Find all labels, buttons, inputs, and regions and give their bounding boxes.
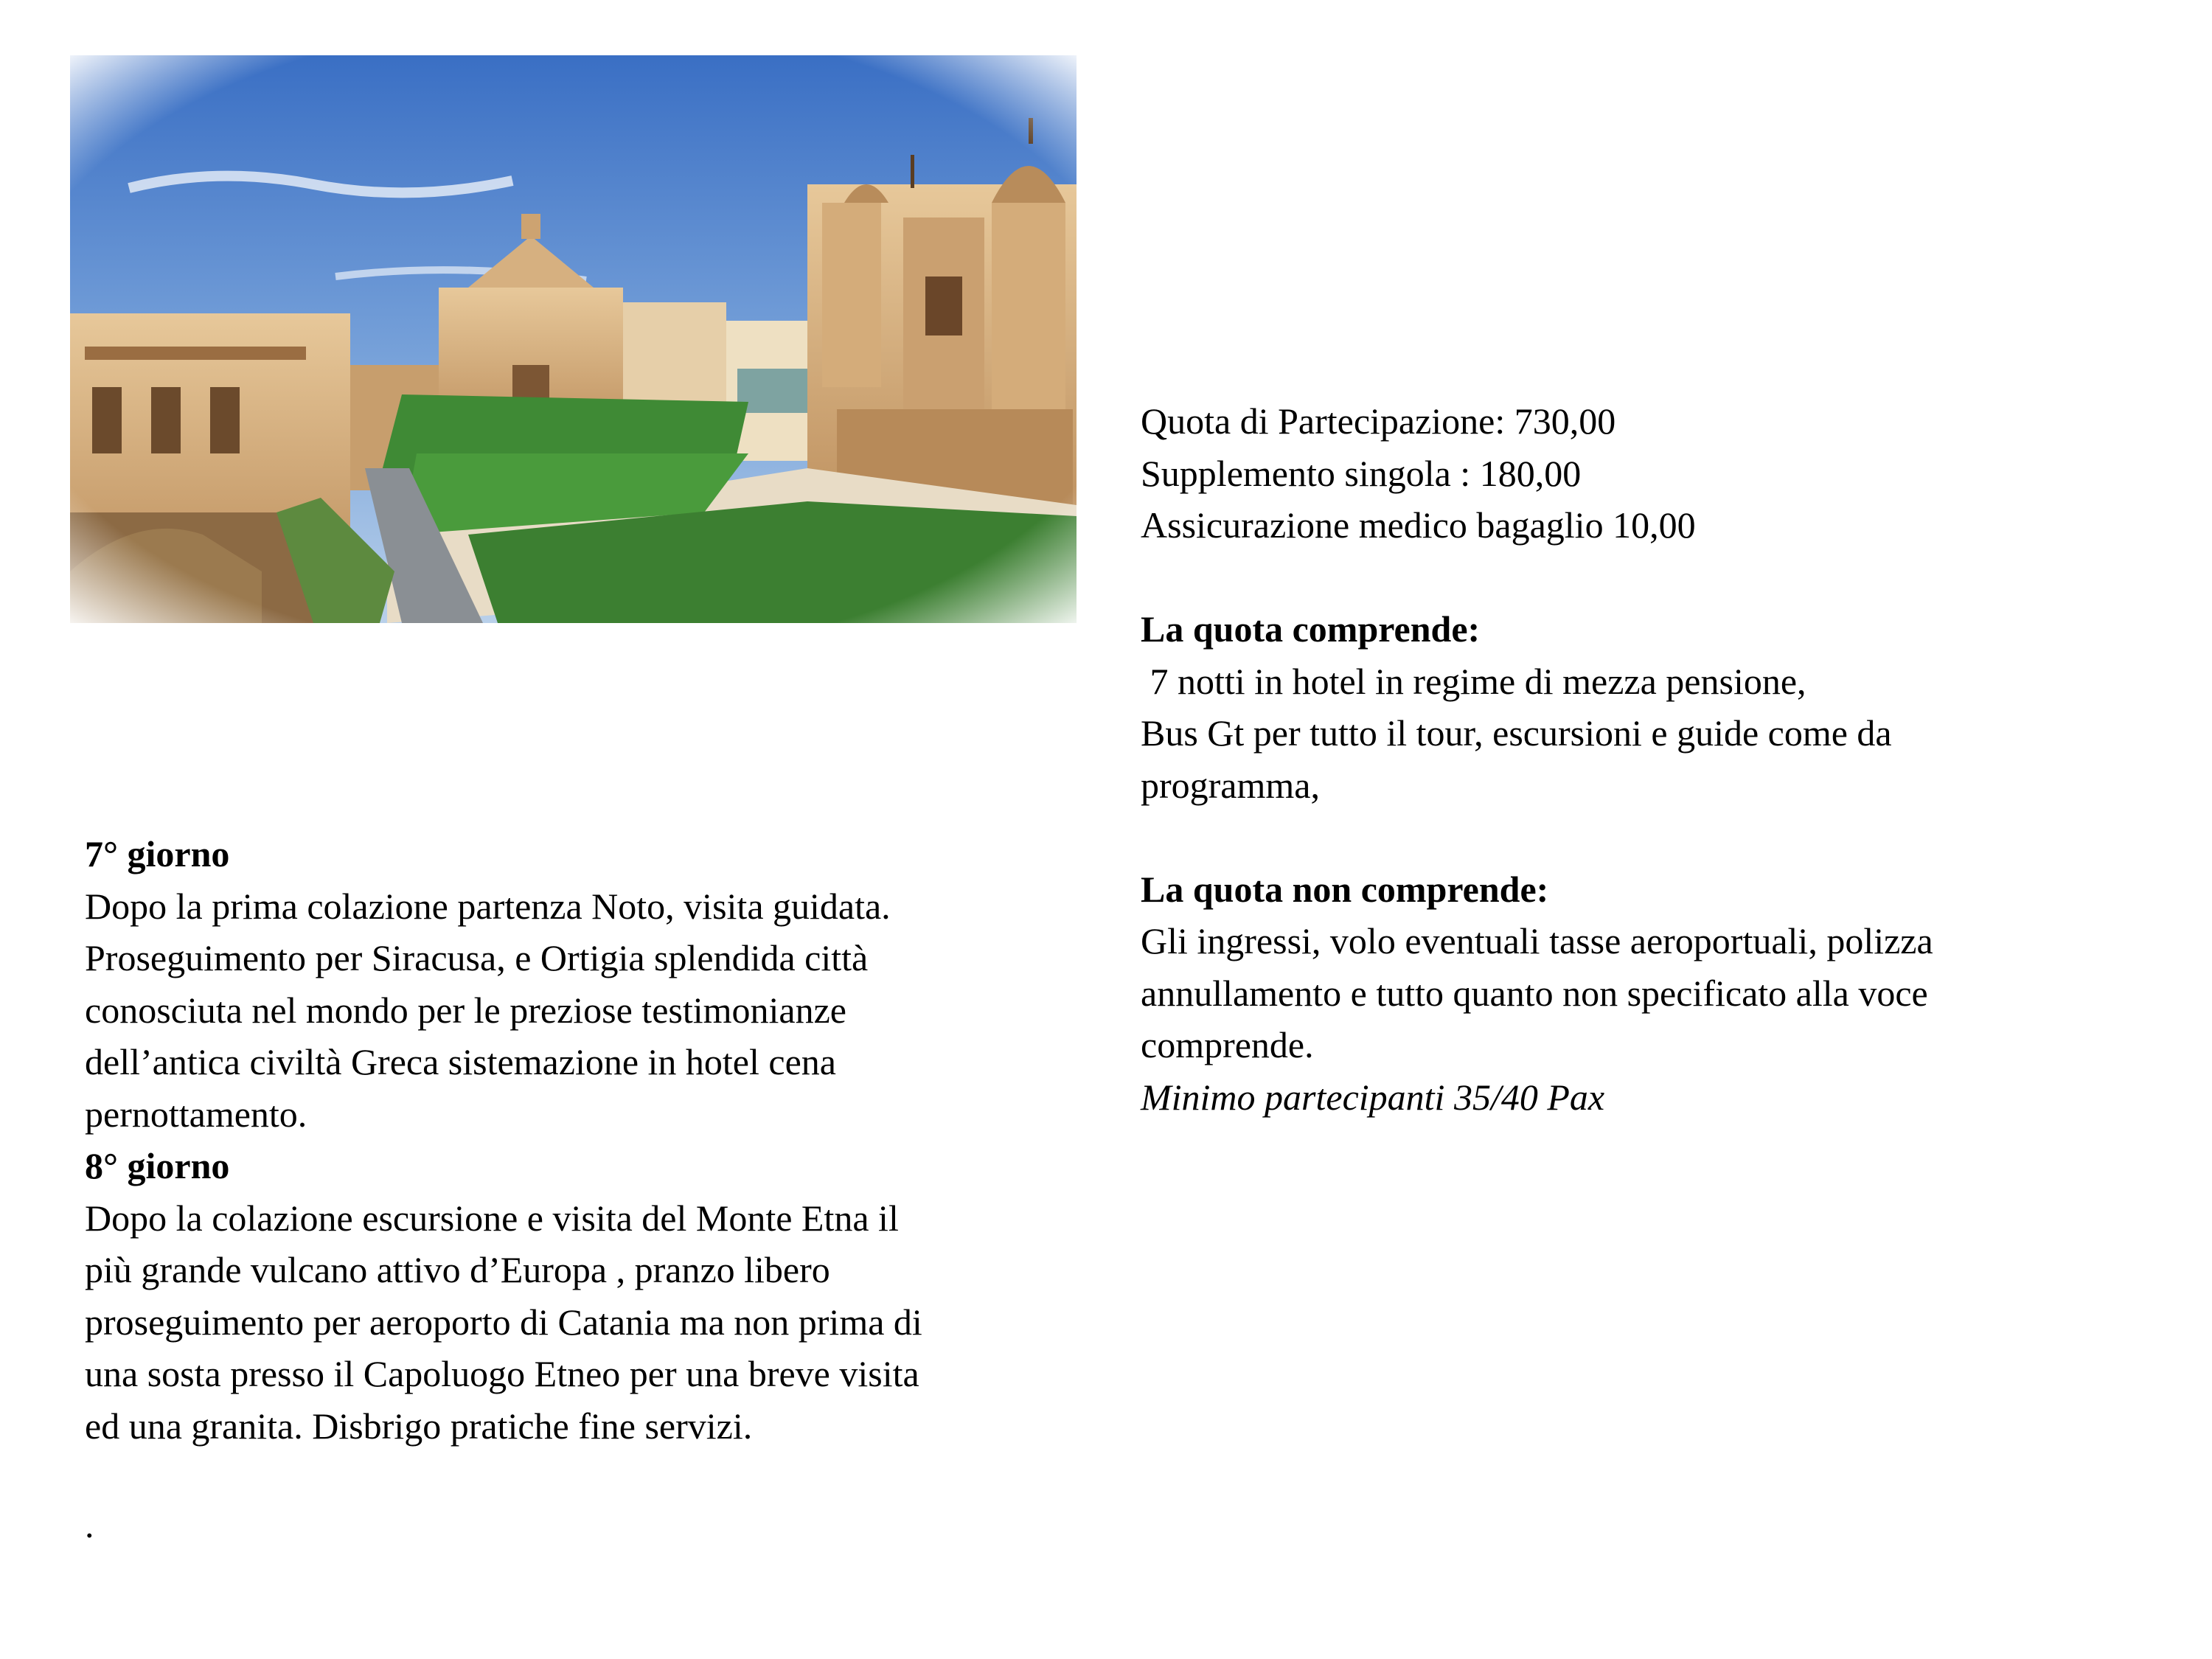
- excludes-title: La quota non comprende:: [1141, 868, 1549, 910]
- day-7-line: conosciuta nel mondo per le preziose testimonianze: [85, 989, 846, 1031]
- price-line: Supplemento singola : 180,00: [1141, 452, 1582, 494]
- day-8-line: più grande vulcano attivo d’Europa , pranzo libero: [85, 1249, 830, 1290]
- spacer: [1141, 552, 2173, 604]
- includes-line: programma,: [1141, 764, 1320, 806]
- excludes-line: Gli ingressi, volo eventuali tasse aeroportuali, polizza: [1141, 920, 1933, 961]
- noto-cathedral-photo: [70, 55, 1077, 623]
- price-line: Assicurazione medico bagaglio 10,00: [1141, 504, 1696, 546]
- minimum-participants: Minimo partecipanti 35/40 Pax: [1141, 1076, 1605, 1118]
- includes-title: La quota comprende:: [1141, 608, 1481, 650]
- day-7-line: Dopo la prima colazione partenza Noto, visita guidata.: [85, 885, 891, 927]
- trailing-dot: .: [85, 1504, 94, 1545]
- day-8-line: una sosta presso il Capoluogo Etneo per una breve visita: [85, 1353, 919, 1394]
- itinerary-column: [85, 828, 1110, 1452]
- day-7-title: 7° giorno: [85, 833, 230, 874]
- includes-line: 7 notti in hotel in regime di mezza pensione,: [1141, 660, 1806, 702]
- excludes-line: comprende.: [1141, 1024, 1314, 1065]
- day-8-line: proseguimento per aeroporto di Catania ma non prima di: [85, 1301, 922, 1343]
- includes-line: Bus Gt per tutto il tour, escursioni e guide come da: [1141, 712, 1892, 754]
- excludes-line: annullamento e tutto quanto non specificato alla voce: [1141, 972, 1928, 1014]
- day-7-line: pernottamento.: [85, 1093, 307, 1135]
- pricing-column: [1141, 395, 2173, 1123]
- day-8-line: ed una granita. Disbrigo pratiche fine servizi.: [85, 1405, 753, 1447]
- price-line: Quota di Partecipazione: 730,00: [1141, 400, 1616, 442]
- spacer: [1141, 811, 2173, 863]
- day-8-title: 8° giorno: [85, 1145, 230, 1186]
- day-8-line: Dopo la colazione escursione e visita del Monte Etna il: [85, 1197, 899, 1239]
- day-7-line: dell’antica civiltà Greca sistemazione in hotel cena: [85, 1041, 836, 1082]
- day-7-line: Proseguimento per Siracusa, e Ortigia splendida città: [85, 937, 869, 978]
